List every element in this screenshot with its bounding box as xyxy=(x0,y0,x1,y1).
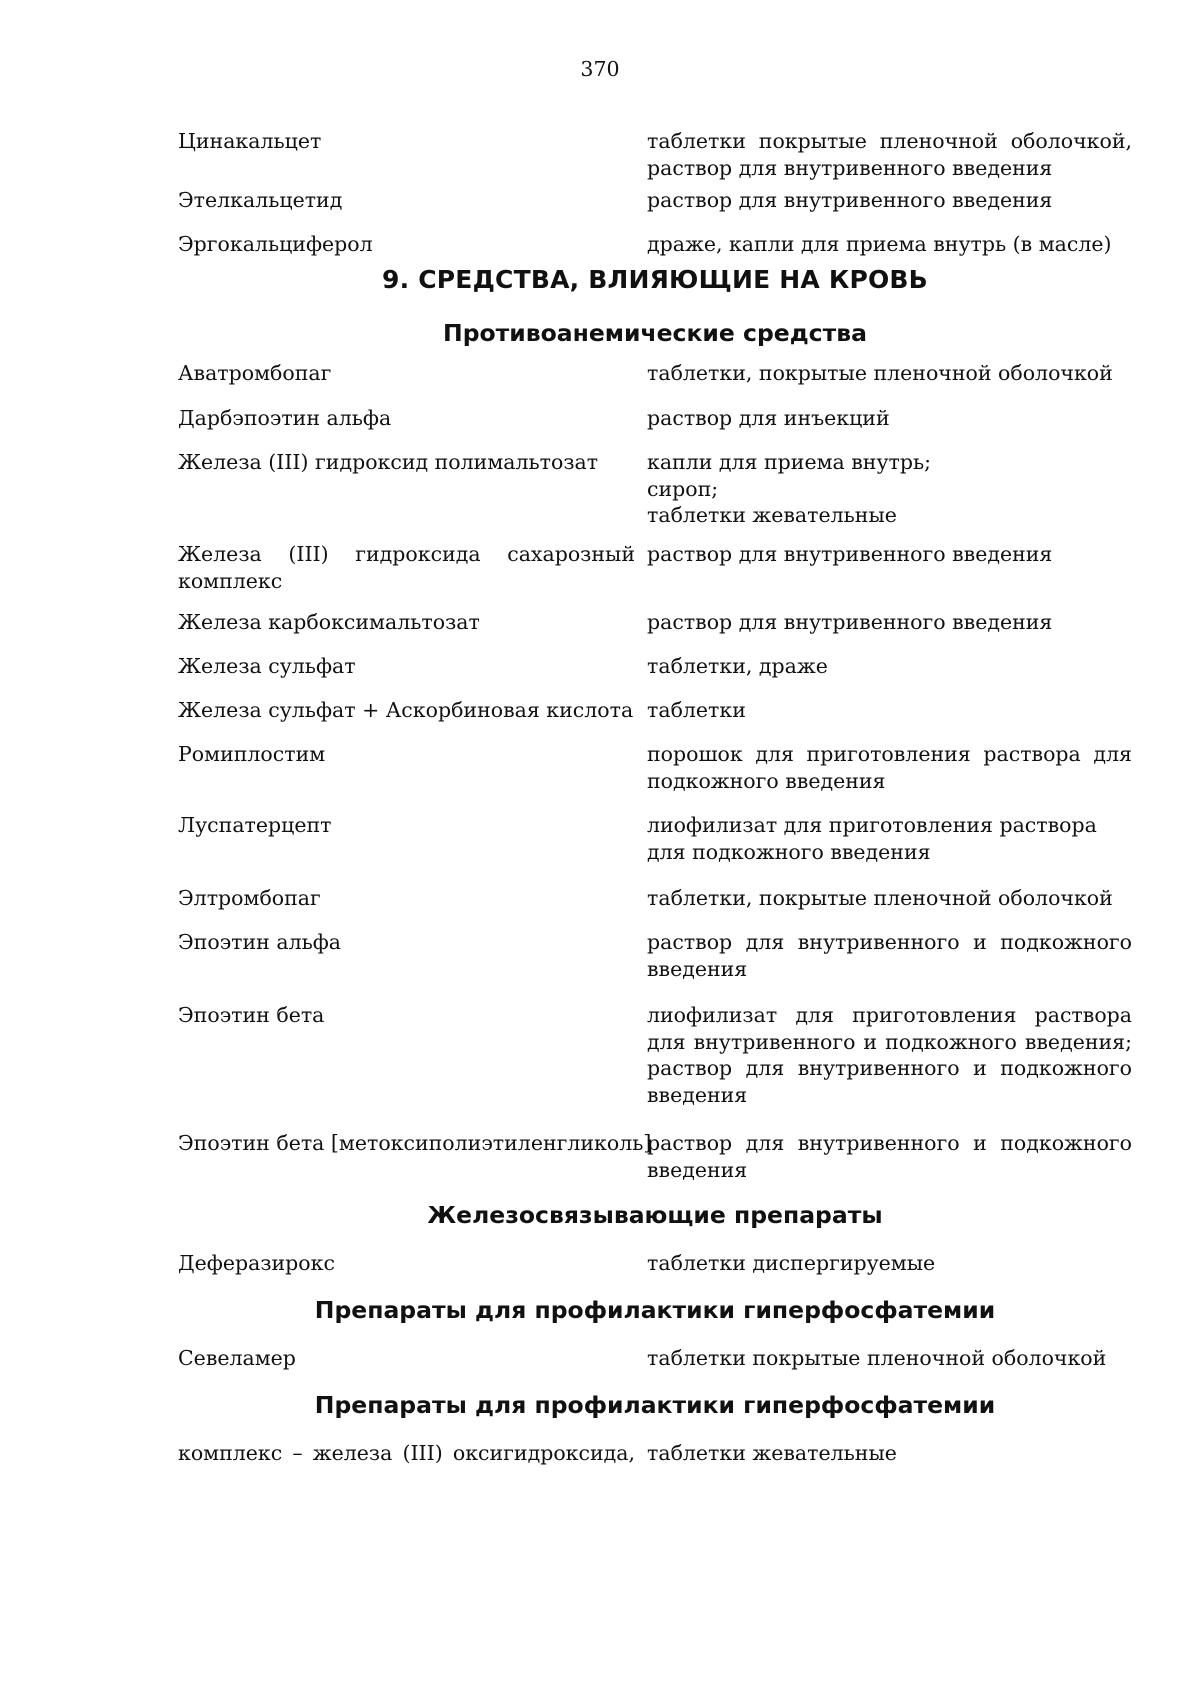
dosage-form: драже, капли для приема внутрь (в масле) xyxy=(647,232,1112,256)
dosage-form: таблетки жевательные xyxy=(647,1441,897,1465)
dosage-form: таблетки, покрытые пленочной оболочкой xyxy=(647,886,1113,910)
drug-name: Ромиплостим xyxy=(178,742,326,766)
table-row xyxy=(178,697,1132,741)
table-row xyxy=(178,609,1132,653)
table-row xyxy=(178,1250,1132,1295)
dosage-form: таблетки покрытые пленочной оболочкой, раствор для внутривенного введения xyxy=(647,129,1132,180)
table-row xyxy=(178,929,1132,1002)
dosage-form: раствор для внутривенного введения xyxy=(647,188,1053,212)
drug-name: Севеламер xyxy=(178,1346,296,1370)
dosage-form-line: лиофилизат для приготовления раствора xyxy=(647,813,1097,837)
drug-name: Железа сульфат xyxy=(178,654,356,678)
page-number: 370 xyxy=(580,57,620,81)
drug-name: Дарбэпоэтин альфа xyxy=(178,406,392,430)
table-row xyxy=(178,1345,1132,1390)
dosage-form: раствор для внутривенного введения xyxy=(647,542,1053,566)
table-row xyxy=(178,128,1132,187)
dosage-form: раствор для инъекций xyxy=(647,406,890,430)
drug-name: комплекс – железа (III) оксигидроксида, xyxy=(178,1441,635,1465)
dosage-form: раствор для внутривенного и подкожного введения xyxy=(647,930,1132,981)
dosage-form: порошок для приготовления раствора для подкожного введения xyxy=(647,742,1132,793)
drug-name: Эргокальциферол xyxy=(178,232,373,256)
section-title: 9. СРЕДСТВА, ВЛИЯЮЩИЕ НА КРОВЬ xyxy=(382,265,928,294)
dosage-form-line: таблетки жевательные xyxy=(647,503,897,527)
drug-name: Железа (III) гидроксид полимальтозат xyxy=(178,450,599,474)
dosage-form xyxy=(647,449,1132,541)
table-row xyxy=(178,360,1132,405)
drug-name: Цинакальцет xyxy=(178,129,322,153)
dosage-form: раствор для внутривенного введения xyxy=(647,610,1053,634)
table-row xyxy=(178,741,1132,812)
dosage-form-line: для подкожного введения xyxy=(647,839,931,864)
subsection-title: Железосвязывающие препараты xyxy=(427,1201,883,1229)
table-row xyxy=(178,449,1132,541)
dosage-form-line: сироп; xyxy=(647,476,719,501)
drug-name: Деферазирокс xyxy=(178,1251,335,1275)
dosage-form: таблетки xyxy=(647,698,746,722)
drug-name: Железа сульфат + Аскорбиновая кислота xyxy=(178,698,634,722)
drug-name: Этелкальцетид xyxy=(178,188,343,212)
dosage-form: раствор для внутривенного и подкожного введения xyxy=(647,1131,1132,1182)
subsection-title: Противоанемические средства xyxy=(443,319,867,347)
dosage-form: таблетки, покрытые пленочной оболочкой xyxy=(647,361,1113,385)
dosage-form xyxy=(647,812,1132,885)
drug-name: Элтромбопаг xyxy=(178,886,321,910)
drug-name: Аватромбопаг xyxy=(178,361,332,385)
document-body xyxy=(178,128,1132,1480)
drug-name: Эпоэтин бета xyxy=(178,1003,325,1027)
table-row xyxy=(178,1130,1132,1200)
dosage-form: таблетки диспергируемые xyxy=(647,1251,936,1275)
dosage-form: таблетки, драже xyxy=(647,654,828,678)
drug-name: Железа карбоксимальтозат xyxy=(178,610,480,634)
table-row xyxy=(178,653,1132,697)
table-row xyxy=(178,1440,1132,1480)
table-row xyxy=(178,541,1132,609)
drug-name: Эпоэтин альфа xyxy=(178,930,342,954)
table-row xyxy=(178,1002,1132,1130)
table-row xyxy=(178,187,1132,231)
subsection-title: Препараты для профилактики гиперфосфатемии xyxy=(314,1391,996,1419)
table-row xyxy=(178,885,1132,929)
dosage-form: таблетки покрытые пленочной оболочкой xyxy=(647,1346,1107,1370)
table-row xyxy=(178,405,1132,449)
dosage-form-line: капли для приема внутрь; xyxy=(647,450,932,474)
table-row xyxy=(178,231,1132,265)
drug-name: Эпоэтин бета [метоксиполиэтиленгликоль] xyxy=(178,1131,652,1155)
subsection-title: Препараты для профилактики гиперфосфатемии xyxy=(314,1296,996,1324)
dosage-form: лиофилизат для приготовления раствора для внутривенного и подкожного введения; раствор для внутривенного и подкожного введения xyxy=(647,1003,1132,1107)
table-row xyxy=(178,812,1132,885)
drug-name: Железа (III) гидроксида сахарозный комплекс xyxy=(178,542,635,593)
drug-name: Луспатерцепт xyxy=(178,813,332,837)
